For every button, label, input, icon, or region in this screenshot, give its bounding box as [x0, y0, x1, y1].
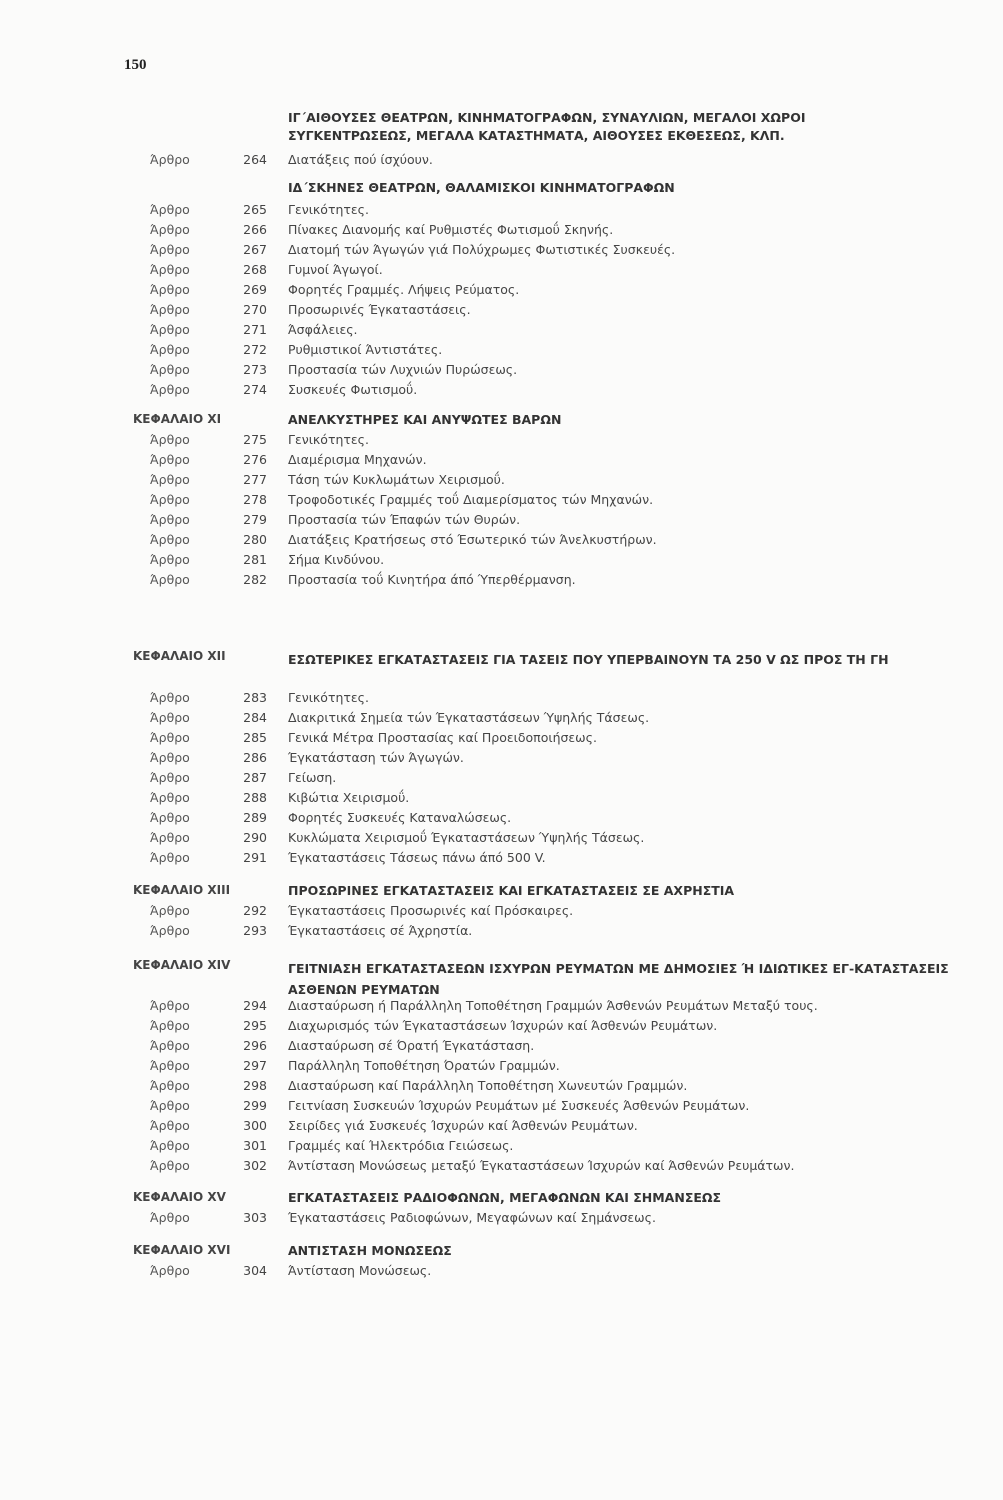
- article-number: 278: [243, 492, 267, 507]
- article-number: 265: [243, 202, 267, 217]
- article-title: Γυμνοί Άγωγοί.: [288, 262, 383, 277]
- article-number: 276: [243, 452, 267, 467]
- article-label: Άρθρο: [150, 262, 190, 277]
- article-number: 269: [243, 282, 267, 297]
- article-label: Άρθρο: [150, 790, 190, 805]
- article-number: 292: [243, 903, 267, 918]
- article-row: [0, 1158, 1003, 1178]
- article-title: Άντίσταση Μονώσεως μεταξύ Έγκαταστάσεων Ίσχυρών καί Άσθενών Ρευμάτων.: [288, 1158, 795, 1173]
- article-title: Γενικά Μέτρα Προστασίας καί Προειδοποιήσεως.: [288, 730, 597, 745]
- article-number: 273: [243, 362, 267, 377]
- article-label: Άρθρο: [150, 1018, 190, 1033]
- article-row: [0, 690, 1003, 710]
- article-label: Άρθρο: [150, 282, 190, 297]
- article-label: Άρθρο: [150, 710, 190, 725]
- article-number: 281: [243, 552, 267, 567]
- article-title: Γείωση.: [288, 770, 337, 785]
- article-number: 291: [243, 850, 267, 865]
- article-row: [0, 923, 1003, 943]
- section-title: ΙΓ΄ΑΙΘΟΥΣΕΣ ΘΕΑΤΡΩΝ, ΚΙΝΗΜΑΤΟΓΡΑΦΩΝ, ΣΥΝΑΥΛΙΩΝ, ΜΕΓΑΛΟΙ ΧΩΡΟΙ: [288, 110, 806, 125]
- section-title: ΕΓΚΑΤΑΣΤΑΣΕΙΣ ΡΑΔΙΟΦΩΝΩΝ, ΜΕΓΑΦΩΝΩΝ ΚΑΙ ΣΗΜΑΝΣΕΩΣ: [288, 1190, 722, 1205]
- section-title: ΣΥΓΚΕΝΤΡΩΣΕΩΣ, ΜΕΓΑΛΑ ΚΑΤΑΣΤΗΜΑΤΑ, ΑΙΘΟΥΣΕΣ ΕΚΘΕΣΕΩΣ, ΚΛΠ.: [288, 128, 785, 143]
- article-label: Άρθρο: [150, 552, 190, 567]
- article-label: Άρθρο: [150, 222, 190, 237]
- article-number: 282: [243, 572, 267, 587]
- article-number: 270: [243, 302, 267, 317]
- article-title: Προσωρινές Έγκαταστάσεις.: [288, 302, 471, 317]
- article-row: [0, 532, 1003, 552]
- article-number: 284: [243, 710, 267, 725]
- article-title: Έγκαταστάσεις Ραδιοφώνων, Μεγαφώνων καί Σημάνσεως.: [288, 1210, 656, 1225]
- article-title: Τάση τών Κυκλωμάτων Χειρισμοΰ.: [288, 472, 505, 487]
- article-number: 298: [243, 1078, 267, 1093]
- article-row: [0, 730, 1003, 750]
- article-label: Άρθρο: [150, 382, 190, 397]
- article-row: [0, 222, 1003, 242]
- article-title: Προστασία τών Λυχνιών Πυρώσεως.: [288, 362, 518, 377]
- section-heading-row: [0, 180, 1003, 200]
- article-title: Φορητές Γραμμές. Λήψεις Ρεύματος.: [288, 282, 520, 297]
- section-title: ΙΔ΄ΣΚΗΝΕΣ ΘΕΑΤΡΩΝ, ΘΑΛΑΜΙΣΚΟΙ ΚΙΝΗΜΑΤΟΓΡΑΦΩΝ: [288, 180, 675, 195]
- article-title: Διατάξεις πού ίσχύουν.: [288, 152, 433, 167]
- section-title: ΑΝΕΛΚΥΣΤΗΡΕΣ ΚΑΙ ΑΝΥΨΩΤΕΣ ΒΑΡΩΝ: [288, 412, 562, 427]
- article-row: [0, 1018, 1003, 1038]
- article-label: Άρθρο: [150, 1138, 190, 1153]
- article-number: 289: [243, 810, 267, 825]
- article-label: Άρθρο: [150, 1058, 190, 1073]
- chapter-row: [0, 958, 1003, 997]
- article-label: Άρθρο: [150, 1158, 190, 1173]
- article-row: [0, 1210, 1003, 1230]
- section-title: ΠΡΟΣΩΡΙΝΕΣ ΕΓΚΑΤΑΣΤΑΣΕΙΣ ΚΑΙ ΕΓΚΑΤΑΣΤΑΣΕΙΣ ΣΕ ΑΧΡΗΣΤΙΑ: [288, 883, 735, 898]
- article-number: 264: [243, 152, 267, 167]
- article-label: Άρθρο: [150, 1210, 190, 1225]
- article-row: [0, 1058, 1003, 1078]
- article-title: Γειτνίαση Συσκευών Ίσχυρών Ρευμάτων μέ Συσκευές Άσθενών Ρευμάτων.: [288, 1098, 750, 1113]
- article-title: Κυκλώματα Χειρισμοΰ Έγκαταστάσεων Ύψηλής Τάσεως.: [288, 830, 645, 845]
- article-label: Άρθρο: [150, 750, 190, 765]
- article-number: 274: [243, 382, 267, 397]
- article-title: Πίνακες Διανομής καί Ρυθμιστές Φωτισμοΰ Σκηνής.: [288, 222, 614, 237]
- article-number: 277: [243, 472, 267, 487]
- article-row: [0, 302, 1003, 322]
- article-number: 267: [243, 242, 267, 257]
- chapter-row: [0, 649, 1003, 669]
- article-number: 283: [243, 690, 267, 705]
- article-label: Άρθρο: [150, 452, 190, 467]
- article-label: Άρθρο: [150, 572, 190, 587]
- article-title: Διασταύρωση σέ Όρατή Έγκατάσταση.: [288, 1038, 535, 1053]
- article-title: Διατομή τών Άγωγών γιά Πολύχρωμες Φωτιστικές Συσκευές.: [288, 242, 676, 257]
- article-number: 302: [243, 1158, 267, 1173]
- article-row: [0, 342, 1003, 362]
- article-row: [0, 830, 1003, 850]
- article-label: Άρθρο: [150, 850, 190, 865]
- article-row: [0, 512, 1003, 532]
- article-label: Άρθρο: [150, 342, 190, 357]
- article-number: 299: [243, 1098, 267, 1113]
- article-title: Τροφοδοτικές Γραμμές τοΰ Διαμερίσματος τών Μηχανών.: [288, 492, 654, 507]
- article-row: [0, 810, 1003, 830]
- article-title: Έγκαταστάσεις Τάσεως πάνω άπό 500 V.: [288, 850, 546, 865]
- article-title: Διαμέρισμα Μηχανών.: [288, 452, 427, 467]
- article-row: [0, 998, 1003, 1018]
- chapter-row: [0, 883, 1003, 903]
- article-number: 280: [243, 532, 267, 547]
- article-number: 271: [243, 322, 267, 337]
- article-number: 294: [243, 998, 267, 1013]
- chapter-row: [0, 1243, 1003, 1263]
- section-heading-row: [0, 110, 1003, 130]
- article-label: Άρθρο: [150, 512, 190, 527]
- section-heading-row: [0, 128, 1003, 148]
- article-title: Γενικότητες.: [288, 690, 369, 705]
- article-row: [0, 572, 1003, 592]
- article-number: 297: [243, 1058, 267, 1073]
- article-number: 290: [243, 830, 267, 845]
- article-number: 295: [243, 1018, 267, 1033]
- article-row: [0, 452, 1003, 472]
- article-label: Άρθρο: [150, 810, 190, 825]
- article-title: Παράλληλη Τοποθέτηση Όρατών Γραμμών.: [288, 1058, 560, 1073]
- article-label: Άρθρο: [150, 202, 190, 217]
- article-row: [0, 1038, 1003, 1058]
- article-label: Άρθρο: [150, 903, 190, 918]
- article-label: Άρθρο: [150, 532, 190, 547]
- article-number: 287: [243, 770, 267, 785]
- article-row: [0, 262, 1003, 282]
- article-row: [0, 1138, 1003, 1158]
- chapter-row: [0, 412, 1003, 432]
- article-title: Συσκευές Φωτισμοΰ.: [288, 382, 418, 397]
- article-row: [0, 242, 1003, 262]
- article-label: Άρθρο: [150, 1118, 190, 1133]
- article-title: Προστασία τοΰ Κινητήρα άπό Ύπερθέρμανση.: [288, 572, 576, 587]
- section-title: ΑΝΤΙΣΤΑΣΗ ΜΟΝΩΣΕΩΣ: [288, 1243, 452, 1258]
- chapter-label: ΚΕΦΑΛΑΙΟ ΧΙΙΙ: [133, 883, 231, 897]
- article-label: Άρθρο: [150, 730, 190, 745]
- article-title: Άσφάλειες.: [288, 322, 358, 337]
- article-label: Άρθρο: [150, 690, 190, 705]
- article-number: 275: [243, 432, 267, 447]
- chapter-label: ΚΕΦΑΛΑΙΟ ΧΙV: [133, 958, 231, 972]
- article-row: [0, 322, 1003, 342]
- article-label: Άρθρο: [150, 923, 190, 938]
- article-row: [0, 282, 1003, 302]
- section-title: ΕΣΩΤΕΡΙΚΕΣ ΕΓΚΑΤΑΣΤΑΣΕΙΣ ΓΙΑ ΤΑΣΕΙΣ ΠΟΥ ΥΠΕΡΒΑΙΝΟΥΝ ΤΑ 250 V ΩΣ ΠΡΟΣ ΤΗ ΓΗ: [288, 652, 889, 667]
- article-title: Προστασία τών Έπαφών τών Θυρών.: [288, 512, 521, 527]
- article-label: Άρθρο: [150, 1038, 190, 1053]
- article-row: [0, 362, 1003, 382]
- article-label: Άρθρο: [150, 362, 190, 377]
- article-number: 286: [243, 750, 267, 765]
- article-row: [0, 1078, 1003, 1098]
- article-number: 272: [243, 342, 267, 357]
- article-number: 285: [243, 730, 267, 745]
- article-row: [0, 472, 1003, 492]
- article-label: Άρθρο: [150, 472, 190, 487]
- article-title: Έγκαταστάσεις Προσωρινές καί Πρόσκαιρες.: [288, 903, 574, 918]
- article-row: [0, 770, 1003, 790]
- article-row: [0, 1098, 1003, 1118]
- article-number: 303: [243, 1210, 267, 1225]
- article-title: Ρυθμιστικοί Άντιστάτες.: [288, 342, 443, 357]
- article-title: Σήμα Κινδύνου.: [288, 552, 385, 567]
- article-number: 301: [243, 1138, 267, 1153]
- article-title: Γραμμές καί Ήλεκτρόδια Γειώσεως.: [288, 1138, 514, 1153]
- article-title: Γενικότητες.: [288, 432, 369, 447]
- article-label: Άρθρο: [150, 152, 190, 167]
- article-label: Άρθρο: [150, 1263, 190, 1278]
- article-label: Άρθρο: [150, 432, 190, 447]
- article-label: Άρθρο: [150, 998, 190, 1013]
- article-row: [0, 710, 1003, 730]
- article-row: [0, 1263, 1003, 1283]
- article-row: [0, 903, 1003, 923]
- article-title: Διακριτικά Σημεία τών Έγκαταστάσεων Ύψηλής Τάσεως.: [288, 710, 650, 725]
- article-row: [0, 750, 1003, 770]
- section-title: ΓΕΙΤΝΙΑΣΗ ΕΓΚΑΤΑΣΤΑΣΕΩΝ ΙΣΧΥΡΩΝ ΡΕΥΜΑΤΩΝ ΜΕ ΔΗΜΟΣΙΕΣ Ή ΙΔΙΩΤΙΚΕΣ ΕΓ-ΚΑΤΑΣΤΑΣΕΙΣ ΑΣΘΕΝΩΝ ΡΕΥΜΑΤΩΝ: [288, 961, 949, 997]
- article-number: 300: [243, 1118, 267, 1133]
- article-row: [0, 432, 1003, 452]
- chapter-label: ΚΕΦΑΛΑΙΟ ΧΙ: [133, 412, 222, 426]
- article-number: 293: [243, 923, 267, 938]
- article-title: Φορητές Συσκευές Καταναλώσεως.: [288, 810, 512, 825]
- article-title: Άντίσταση Μονώσεως.: [288, 1263, 432, 1278]
- article-title: Διαχωρισμός τών Έγκαταστάσεων Ίσχυρών καί Άσθενών Ρευμάτων.: [288, 1018, 718, 1033]
- article-row: [0, 850, 1003, 870]
- article-number: 268: [243, 262, 267, 277]
- article-row: [0, 790, 1003, 810]
- article-title: Έγκαταστάσεις σέ Άχρηστία.: [288, 923, 473, 938]
- page-number: 150: [124, 57, 147, 73]
- article-label: Άρθρο: [150, 770, 190, 785]
- article-title: Διασταύρωση ή Παράλληλη Τοποθέτηση Γραμμών Άσθενών Ρευμάτων Μεταξύ τους.: [288, 998, 818, 1013]
- article-label: Άρθρο: [150, 1098, 190, 1113]
- article-row: [0, 552, 1003, 572]
- article-row: [0, 492, 1003, 512]
- chapter-label: ΚΕΦΑΛΑΙΟ ΧV: [133, 1190, 226, 1204]
- article-label: Άρθρο: [150, 322, 190, 337]
- chapter-row: [0, 1190, 1003, 1210]
- article-title: Κιβώτια Χειρισμοΰ.: [288, 790, 410, 805]
- article-number: 304: [243, 1263, 267, 1278]
- article-number: 288: [243, 790, 267, 805]
- chapter-label: ΚΕΦΑΛΑΙΟ ΧVΙ: [133, 1243, 231, 1257]
- article-number: 279: [243, 512, 267, 527]
- chapter-label: ΚΕΦΑΛΑΙΟ ΧΙΙ: [133, 649, 226, 663]
- article-title: Διασταύρωση καί Παράλληλη Τοποθέτηση Χωνευτών Γραμμών.: [288, 1078, 688, 1093]
- article-row: [0, 202, 1003, 222]
- article-title: Έγκατάσταση τών Άγωγών.: [288, 750, 464, 765]
- article-title: Διατάξεις Κρατήσεως στό Έσωτερικό τών Άνελκυστήρων.: [288, 532, 657, 547]
- article-row: [0, 382, 1003, 402]
- article-row: [0, 1118, 1003, 1138]
- article-row: [0, 152, 1003, 172]
- article-title: Σειρίδες γιά Συσκευές Ίσχυρών καί Άσθενών Ρευμάτων.: [288, 1118, 638, 1133]
- article-label: Άρθρο: [150, 830, 190, 845]
- article-label: Άρθρο: [150, 242, 190, 257]
- article-number: 296: [243, 1038, 267, 1053]
- article-label: Άρθρο: [150, 492, 190, 507]
- article-label: Άρθρο: [150, 302, 190, 317]
- article-number: 266: [243, 222, 267, 237]
- article-title: Γενικότητες.: [288, 202, 369, 217]
- article-label: Άρθρο: [150, 1078, 190, 1093]
